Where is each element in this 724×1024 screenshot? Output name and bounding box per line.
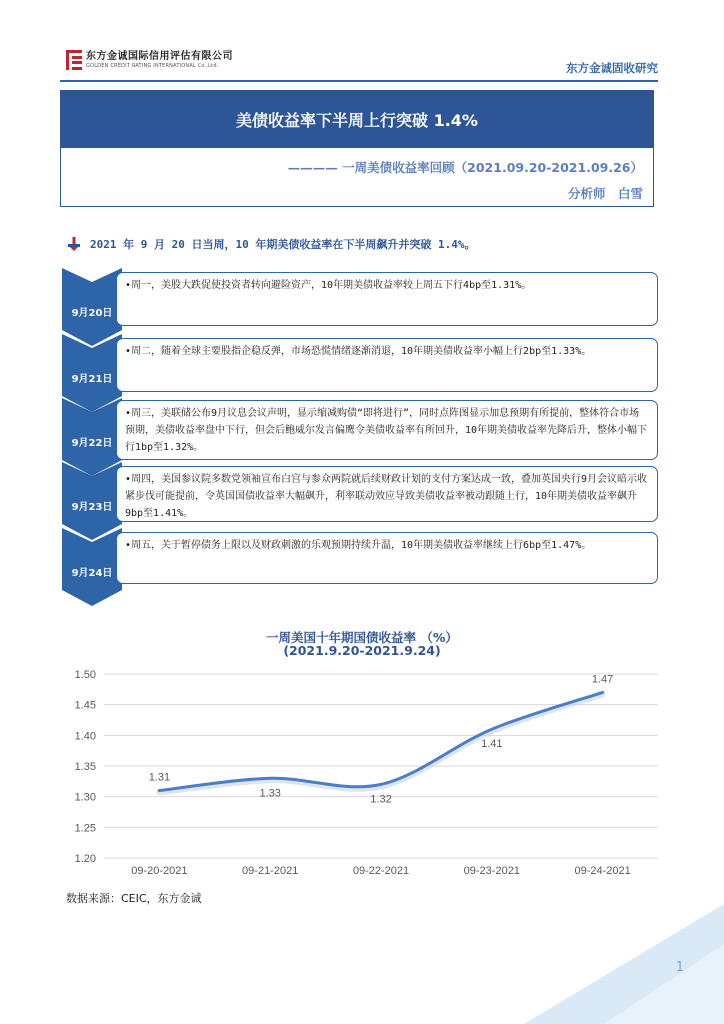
header-divider [60,80,658,82]
summary [68,236,475,252]
series-line [159,692,602,790]
title-band [60,90,654,148]
y-tick-label: 1.30 [74,791,96,804]
timeline-text: •周一，美股大跌促使投资者转向避险资产，10年期美债收益率较上周五下行4bp至1.31%。 [116,272,658,326]
brand-right: 东方金诚固收研究 [566,61,658,75]
data-label: 1.47 [591,673,614,686]
data-source: 数据来源：CEIC，东方金诚 [66,892,202,905]
x-tick-label: 09-24-2021 [574,865,631,877]
x-tick-label: 09-20-2021 [131,865,188,877]
company-name-en: GOLDEN CREDIT RATING INTERNATIONAL Co.,Ltd. [86,62,219,69]
timeline-date: 9月22日 [71,438,113,449]
page-number: 1 [675,960,684,975]
data-label: 1.33 [259,787,281,800]
corner-decoration [524,874,724,1024]
y-tick-label: 1.25 [74,822,96,835]
y-tick-label: 1.50 [74,669,96,681]
chart-subtitle: (2021.9.20-2021.9.24) [283,643,441,658]
subtitle-box [60,148,654,207]
timeline-text: •周四，美国参议院多数党领袖宣布白宫与参众两院就后续财政计划的支付方案达成一致，叠加英国央行9月会议暗示收紧步伐可能提前，令英国国债收益率大幅飙升，利率联动效应导致美债收益率被动跟随上行，10年期美债收益率飙升9bp至1.41%。 [116,466,658,522]
timeline-text: •周二，随着全球主要股指企稳反弹，市场恐慌情绪逐渐消退，10年期美债收益率小幅上行2bp至1.33%。 [116,338,658,392]
timeline-item [62,528,662,610]
timeline-date: 9月23日 [71,502,113,513]
timeline-text: •周五，关于暂停债务上限以及财政刺激的乐观预期持续升温，10年期美债收益率继续上行6bp至1.47%。 [116,532,658,584]
data-label: 1.31 [148,771,171,784]
company-name-cn: 东方金诚国际信用评估有限公司 [86,50,233,62]
x-tick-label: 09-22-2021 [352,865,410,877]
data-label: 1.41 [481,738,503,751]
y-tick-label: 1.35 [74,761,96,773]
timeline-date: 9月21日 [71,374,113,385]
analyst-name: 分析师 白雪 [567,186,643,201]
company-logo [66,50,233,70]
y-tick-label: 1.45 [74,699,96,712]
data-label: 1.32 [370,793,392,806]
timeline-text: •周三，美联储公布9月议息会议声明，显示缩减购债“即将进行”，同时点阵图显示加息预期有所提前，整体符合市场预期，美债收益率盘中下行，但会后鲍威尔发言偏鹰令美债收益率有所回升，10年期美债收益率先降后升，整体小幅下行1bp至1.32%。 [116,400,658,460]
series-line-shadow [159,694,602,792]
y-tick-label: 1.40 [74,730,96,743]
logo-mark-icon [66,50,82,70]
yield-line-chart [60,660,664,882]
report-title: 美债收益率下半周上行突破 1.4% [236,110,478,130]
x-tick-label: 09-23-2021 [463,865,520,877]
y-tick-label: 1.20 [74,853,96,865]
timeline-date: 9月24日 [71,568,113,579]
timeline-date: 9月20日 [71,308,113,319]
summary-text: 2021 年 9 月 20 日当周，10 年期美债收益率在下半周飙升并突破 1.4%。 [90,238,476,251]
chart-title: 一周美国十年期国债收益率 （%） [266,630,458,645]
bullet-marker-icon [68,237,80,251]
report-subtitle: ———— 一周美债收益率回顾（2021.09.20-2021.09.26） [287,160,643,175]
x-tick-label: 09-21-2021 [242,865,299,877]
